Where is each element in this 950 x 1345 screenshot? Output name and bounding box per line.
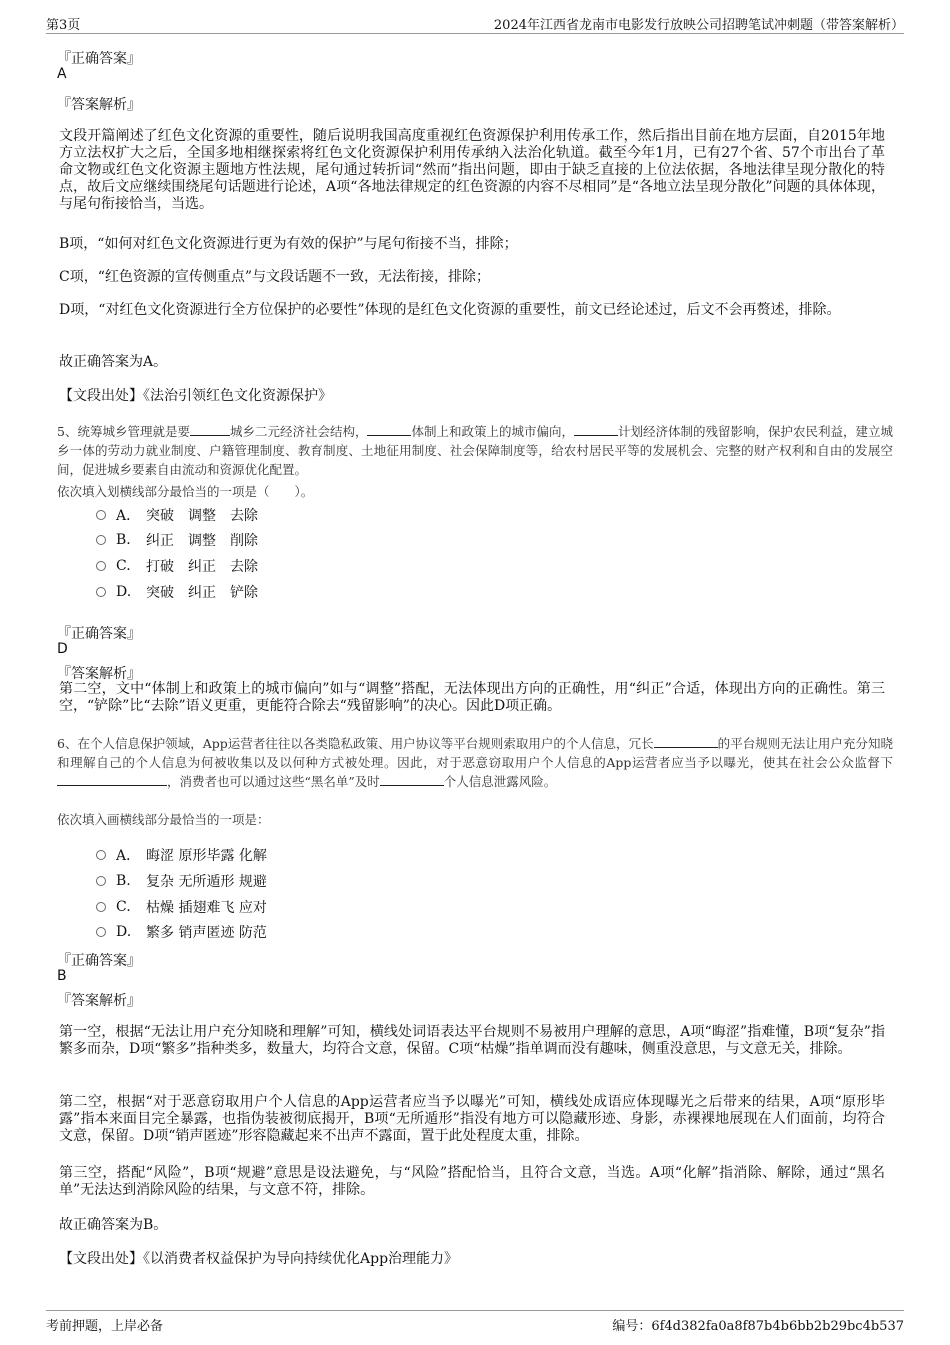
footer-slogan: 考前押题，上岸必备 bbox=[46, 1319, 164, 1334]
q5-stem-part: 5、统筹城乡管理就是要 bbox=[57, 424, 190, 439]
option-text: 打破 纠正 去除 bbox=[146, 559, 258, 575]
q5-option-c[interactable] bbox=[96, 556, 258, 576]
q5-instruction: 依次填入划横线部分最恰当的一项是（ ）。 bbox=[57, 484, 314, 499]
radio-icon[interactable] bbox=[96, 561, 106, 571]
q6-option-b[interactable] bbox=[96, 871, 267, 891]
radio-icon[interactable] bbox=[96, 850, 106, 860]
q5-blank-2 bbox=[367, 423, 411, 436]
q6-correct-answer-label: 『正确答案』 bbox=[57, 953, 141, 969]
q6-option-d[interactable] bbox=[96, 922, 267, 942]
option-text: 枯燥 插翅难飞 应对 bbox=[146, 900, 267, 916]
radio-icon[interactable] bbox=[96, 876, 106, 886]
page-number: 第3页 bbox=[46, 18, 81, 33]
q4-analysis-para-1: 文段开篇阐述了红色文化资源的重要性，随后说明我国高度重视红色资源保护利用传承工作，然后指出目前在地方层面，自2015年地方立法权扩大之后，全国多地相继探索将红色文化资源保护利用传承纳入法治化轨道。截至今年1月，已有27个省、57个市出台了革命文物或红色文化资源主题地方性法规，尾句通过转折词“然而”指出问题，即由于缺乏直接的上位法依据，各地法律呈现分散化的特点，故后文应继续围绕尾句话题进行论述，A项“各地法律规定的红色资源的内容不尽相同”是“各地立法呈现分散化”问题的具体体现，与尾句衔接恰当，当选。 bbox=[59, 128, 885, 212]
option-letter: D. bbox=[116, 584, 132, 600]
q5-option-b[interactable] bbox=[96, 530, 258, 550]
header-divider bbox=[46, 33, 904, 34]
option-letter: B. bbox=[116, 873, 131, 889]
q6-analysis-para-3: 第三空，搭配“风险”，B项“规避”意思是设法避免，与“风险”搭配恰当，且符合文意，当选。A项“化解”指消除、解除，通过“黑名单”无法达到消除风险的结果，与文意不符，排除。 bbox=[59, 1165, 885, 1198]
q6-answer: B bbox=[57, 968, 67, 984]
option-text: 晦涩 原形毕露 化解 bbox=[146, 848, 267, 864]
q6-analysis-para-1: 第一空，根据“无法让用户充分知晓和理解”可知，横线处词语表达平台规则不易被用户理解的意思，A项“晦涩”指难懂，B项“复杂”指繁多而杂，D项“繁多”指种类多，数量大，均符合文意，保留。C项“枯燥”指单调而没有趣味，侧重没意思，与文意无关，排除。 bbox=[59, 1024, 885, 1057]
q5-stem-part: 计划经济体制的残留影响，保护农民利益，建立城乡一体的劳动力就业制度、户籍管理制度、教育制度、土地征用制度、社会保障制度等，给农村居民平等的发展机会、完整的财产权利和自由的发展空间，促进城乡要素自由流动和资源优化配置。 bbox=[57, 424, 894, 477]
q6-option-a[interactable] bbox=[96, 845, 267, 865]
q6-stem-part: 6、在个人信息保护领域，App运营者往往以各类隐私政策、用户协议等平台规则索取用户的个人信息，冗长 bbox=[57, 736, 654, 751]
q5-blank-3 bbox=[574, 423, 618, 436]
q5-analysis-label: 『答案解析』 bbox=[57, 666, 141, 682]
q5-correct-answer-label: 『正确答案』 bbox=[57, 626, 141, 642]
q5-answer: D bbox=[57, 641, 68, 657]
radio-icon[interactable] bbox=[96, 587, 106, 597]
q4-analysis-para-4: D项，“对红色文化资源进行全方位保护的必要性”体现的是红色文化资源的重要性，前文已经论述过，后文不会再赘述，排除。 bbox=[59, 302, 841, 318]
q6-blank-1 bbox=[654, 735, 718, 748]
q5-analysis: 第二空，文中“体制上和政策上的城市偏向”如与“调整”搭配，无法体现出方向的正确性，用“纠正”合适，体现出方向的正确性。第三空，“铲除”比“去除”语义更重，更能符合除去“残留影响”的决心。因此D项正确。 bbox=[59, 681, 885, 714]
option-letter: D. bbox=[116, 924, 132, 940]
document-code: 编号：6f4d382fa0a8f87b4b6bb2b29bc4b537 bbox=[612, 1319, 904, 1334]
option-text: 复杂 无所遁形 规避 bbox=[146, 874, 267, 890]
q6-blank-3 bbox=[380, 773, 444, 786]
q5-stem bbox=[57, 422, 893, 479]
option-text: 突破 调整 去除 bbox=[146, 508, 258, 524]
q6-analysis-label: 『答案解析』 bbox=[57, 993, 141, 1009]
q4-correct-answer-label: 『正确答案』 bbox=[57, 51, 141, 67]
q6-instruction: 依次填入画横线部分最恰当的一项是： bbox=[57, 812, 270, 827]
option-letter: A． bbox=[116, 508, 141, 524]
q6-blank-2 bbox=[57, 773, 167, 786]
q6-source: 【文段出处】《以消费者权益保护为导向持续优化App治理能力》 bbox=[59, 1251, 459, 1267]
option-text: 繁多 销声匿迹 防范 bbox=[146, 925, 267, 941]
q5-option-a[interactable] bbox=[96, 505, 258, 525]
q6-stem-part: ，消费者也可以通过这些“黑名单”及时 bbox=[167, 774, 380, 789]
radio-icon[interactable] bbox=[96, 927, 106, 937]
q5-stem-part: 体制上和政策上的城市偏向， bbox=[411, 424, 574, 439]
q6-conclusion: 故正确答案为B。 bbox=[59, 1217, 168, 1233]
q4-analysis-para-3: C项，“红色资源的宣传侧重点”与文段话题不一致，无法衔接，排除； bbox=[59, 269, 491, 285]
q6-stem-part: 个人信息泄露风险。 bbox=[443, 774, 557, 789]
radio-icon[interactable] bbox=[96, 510, 106, 520]
radio-icon[interactable] bbox=[96, 902, 106, 912]
q6-option-c[interactable] bbox=[96, 897, 267, 917]
q4-analysis-para-2: B项，“如何对红色文化资源进行更为有效的保护”与尾句衔接不当，排除； bbox=[59, 236, 518, 252]
q5-blank-1 bbox=[190, 423, 230, 436]
option-letter: A． bbox=[116, 848, 141, 864]
q4-answer: A bbox=[57, 66, 67, 82]
q4-conclusion: 故正确答案为A。 bbox=[59, 354, 168, 370]
footer-divider bbox=[46, 1310, 904, 1311]
option-letter: B. bbox=[116, 532, 131, 548]
q4-analysis-label: 『答案解析』 bbox=[57, 97, 141, 113]
q4-source: 【文段出处】《法治引领红色文化资源保护》 bbox=[59, 388, 332, 404]
radio-icon[interactable] bbox=[96, 535, 106, 545]
q5-option-d[interactable] bbox=[96, 582, 258, 602]
q6-stem bbox=[57, 734, 893, 791]
q5-stem-part: 城乡二元经济社会结构， bbox=[229, 424, 368, 439]
option-text: 突破 纠正 铲除 bbox=[146, 585, 258, 601]
option-letter: C. bbox=[116, 899, 131, 915]
option-text: 纠正 调整 削除 bbox=[146, 533, 258, 549]
q6-analysis-para-2: 第二空，根据“对于恶意窃取用户个人信息的App运营者应当予以曝光”可知，横线处成语应体现曝光之后带来的结果，A项“原形毕露”指本来面目完全暴露，也指伪装被彻底揭开，B项“无所遁形”指没有地方可以隐藏形迹、身影，赤裸裸地展现在人们面前，均符合文意，保留。D项“销声匿迹”形容隐藏起来不出声不露面，置于此处程度太重，排除。 bbox=[59, 1094, 885, 1144]
option-letter: C. bbox=[116, 558, 131, 574]
q6-stem-part: 的平台规则无法让用户充分知晓和理解自己的个人信息为何被收集以及以何种方式被处理。因此，对于恶意窃取用户个人信息的App运营者应当予以曝光，使其在社会公众监督下 bbox=[57, 736, 893, 770]
document-title: 2024年江西省龙南市电影发行放映公司招聘笔试冲刺题（带答案解析） bbox=[493, 18, 904, 33]
